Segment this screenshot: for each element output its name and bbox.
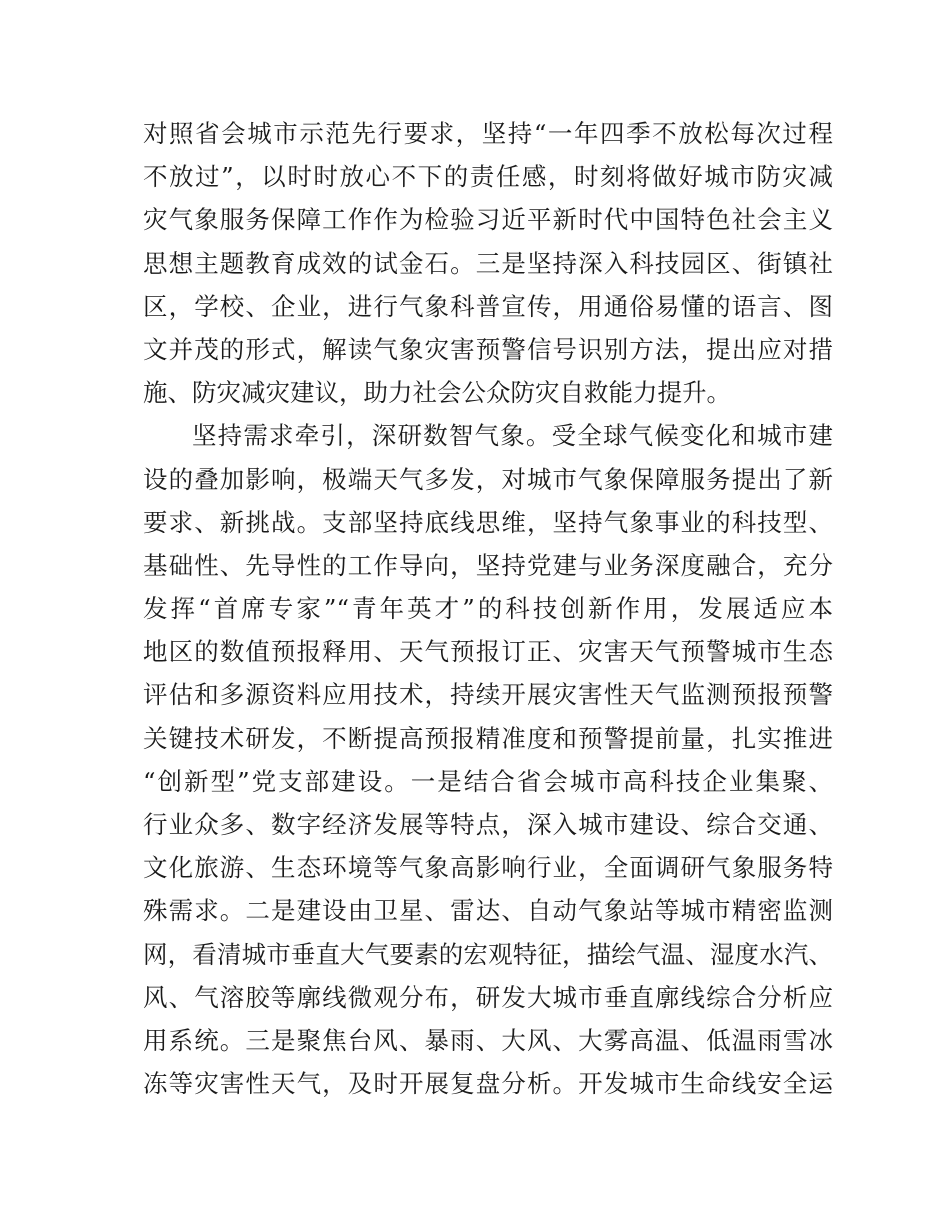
text-line: 设的叠加影响，极端天气多发，对城市气象保障服务提出了新	[143, 464, 833, 494]
text-line: 灾气象服务保障工作作为检验习近平新时代中国特色社会主义	[143, 205, 833, 235]
text-line: 要求、新挑战。支部坚持底线思维，坚持气象事业的科技型、	[143, 507, 833, 537]
paragraph-1	[143, 112, 833, 414]
paragraph-2	[143, 414, 833, 1105]
text-line: 文化旅游、生态环境等气象高影响行业，全面调研气象服务特	[143, 853, 833, 883]
text-line: 行业众多、数字经济发展等特点，深入城市建设、综合交通、	[143, 810, 833, 839]
text-line: 不放过”，以时时放心不下的责任感，时刻将做好城市防灾减	[143, 162, 833, 192]
text-line: 发挥“首席专家”“青年英才”的科技创新作用，发展适应本	[143, 594, 833, 624]
text-line: 网，看清城市垂直大气要素的宏观特征，描绘气温、湿度水汽、	[143, 939, 833, 969]
text-line: 地区的数值预报释用、天气预报订正、灾害天气预警城市生态	[143, 637, 833, 667]
text-line: 区，学校、企业，进行气象科普宣传，用通俗易懂的语言、图	[143, 291, 833, 321]
text-line: 用系统。三是聚焦台风、暴雨、大风、大雾高温、低温雨雪冰	[143, 1025, 833, 1055]
document-body	[143, 112, 833, 1105]
text-line: “创新型”党支部建设。一是结合省会城市高科技企业集聚、	[143, 766, 833, 796]
text-line: 施、防灾减灾建议，助力社会公众防灾自救能力提升。	[143, 378, 731, 408]
text-line: 对照省会城市示范先行要求，坚持“一年四季不放松每次过程	[143, 119, 833, 148]
text-line: 基础性、先导性的工作导向，坚持党建与业务深度融合，充分	[143, 550, 833, 580]
text-line: 殊需求。二是建设由卫星、雷达、自动气象站等城市精密监测	[143, 896, 833, 926]
text-line: 评估和多源资料应用技术，持续开展灾害性天气监测预报预警	[143, 680, 833, 710]
text-line: 冻等灾害性天气，及时开展复盘分析。开发城市生命线安全运	[143, 1069, 833, 1099]
text-line: 风、气溶胶等廓线微观分布，研发大城市垂直廓线综合分析应	[143, 982, 833, 1012]
text-line: 坚持需求牵引，深研数智气象。受全球气候变化和城市建	[192, 421, 833, 451]
text-line: 关键技术研发，不断提高预报精准度和预警提前量，扎实推进	[143, 723, 833, 753]
text-line: 思想主题教育成效的试金石。三是坚持深入科技园区、街镇社	[143, 248, 833, 278]
text-line: 文并茂的形式，解读气象灾害预警信号识别方法，提出应对措	[143, 334, 833, 364]
